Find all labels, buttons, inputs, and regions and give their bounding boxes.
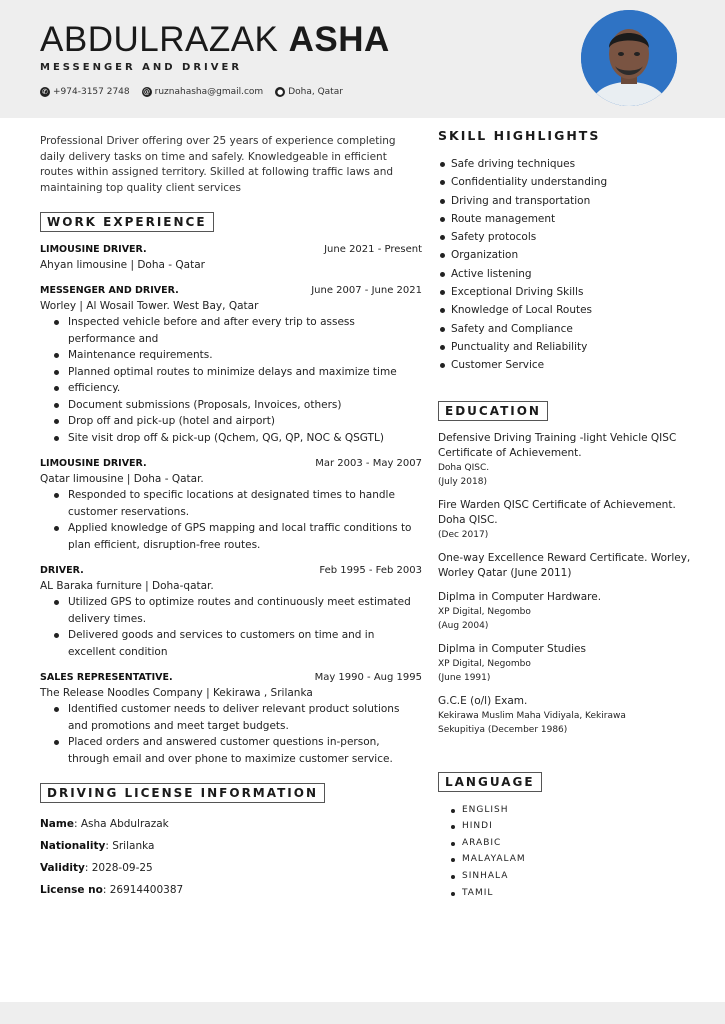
education-detail: (Dec 2017) <box>438 529 489 540</box>
contact-email[interactable] <box>142 87 264 97</box>
education-item <box>438 590 698 633</box>
education-item <box>438 431 698 489</box>
phone-text: +974-3157 2748 <box>53 87 130 97</box>
skill-item: Customer Service <box>451 356 698 374</box>
location-icon: ● <box>277 88 284 96</box>
job-company: Ahyan limousine | Doha - Qatar <box>40 259 205 271</box>
license-value: : Srilanka <box>105 840 155 852</box>
phone-icon: ✆ <box>40 87 50 97</box>
job-bullet: Identified customer needs to deliver relevant product solutions and promotions and meet target budgets. <box>68 701 422 734</box>
professional-summary: Professional Driver offering over 25 years of experience completing daily delivery tasks on time and safely. Knowledgeable in efficient routes within assigned territory. Skilled at following traffic laws and maintaining top quality client services <box>40 135 396 194</box>
email-icon: @ <box>143 88 151 96</box>
driving-license-info <box>40 813 422 901</box>
job-header <box>40 670 422 685</box>
job-bullet: Document submissions (Proposals, Invoices, others) <box>68 397 422 414</box>
education-title: Diplma in Computer Studies <box>438 642 586 655</box>
contact-phone <box>40 87 130 97</box>
education-title: One-way Excellence Reward Certificate. Worley, Worley Qatar (June 2011) <box>438 551 691 579</box>
education-detail: (July 2018) <box>438 476 487 487</box>
language-item: SINHALA <box>462 868 698 885</box>
skill-highlights-heading: SKILL HIGHLIGHTS <box>438 128 601 143</box>
license-label: Validity <box>40 862 85 874</box>
job-bullet-list <box>40 314 422 446</box>
job-date: June 2021 - Present <box>324 244 422 255</box>
job-bullet: Site visit drop off & pick-up (Qchem, QG, QP, NOC & QSGTL) <box>68 430 422 447</box>
job-bullet-list <box>40 701 422 767</box>
skill-item: Organization <box>451 246 698 264</box>
license-value: : 26914400387 <box>102 884 184 896</box>
education-detail: Sekupitiya (December 1986) <box>438 724 568 735</box>
license-row <box>40 835 422 857</box>
work-experience-list <box>40 242 422 767</box>
skill-item: Safety protocols <box>451 228 698 246</box>
language-list <box>438 802 698 902</box>
language-item: TAMIL <box>462 885 698 902</box>
contact-row <box>40 87 343 97</box>
job-entry <box>40 456 422 553</box>
job-company: Worley | Al Wosail Tower. West Bay, Qatar <box>40 300 259 312</box>
job-entry <box>40 670 422 767</box>
skill-item: Safety and Compliance <box>451 320 698 338</box>
skill-item: Active listening <box>451 265 698 283</box>
contact-location <box>275 87 343 97</box>
job-date: Feb 1995 - Feb 2003 <box>319 565 422 576</box>
education-list <box>438 431 698 737</box>
education-detail: (June 1991) <box>438 672 491 683</box>
job-company: AL Baraka furniture | Doha-qatar. <box>40 580 214 592</box>
first-name: ABDULRAZAK <box>40 20 279 59</box>
job-bullet: Inspected vehicle before and after every trip to assess performance and <box>68 314 422 347</box>
license-value: : 2028-09-25 <box>84 862 153 874</box>
education-item <box>438 694 698 737</box>
last-name: ASHA <box>288 20 390 59</box>
job-bullet: Maintenance requirements. <box>68 347 422 364</box>
education-item <box>438 551 698 581</box>
education-title: Defensive Driving Training -light Vehicle QISC Certificate of Achievement. <box>438 431 677 459</box>
license-row <box>40 879 422 901</box>
location-text: Doha, Qatar <box>288 87 343 97</box>
job-bullet: Delivered goods and services to customers on time and in excellent condition <box>68 627 422 660</box>
resume-header <box>0 0 725 118</box>
skill-item: Safe driving techniques <box>451 155 698 173</box>
license-label: Name <box>40 818 74 830</box>
job-entry <box>40 563 422 660</box>
main-column <box>40 134 422 901</box>
job-date: June 2007 - June 2021 <box>311 285 422 296</box>
education-detail: XP Digital, Negombo <box>438 658 531 669</box>
skill-item: Route management <box>451 210 698 228</box>
license-row <box>40 813 422 835</box>
education-item <box>438 498 698 542</box>
education-detail: Kekirawa Muslim Maha Vidiyala, Kekirawa <box>438 710 626 721</box>
side-column <box>438 128 698 901</box>
license-label: Nationality <box>40 840 106 852</box>
skill-list <box>438 155 698 375</box>
profile-photo-illustration <box>581 10 677 106</box>
job-header <box>40 563 422 578</box>
job-header <box>40 242 422 257</box>
education-title: G.C.E (o/l) Exam. <box>438 694 528 707</box>
education-detail: (Aug 2004) <box>438 620 489 631</box>
job-header <box>40 283 422 298</box>
work-experience-heading: WORK EXPERIENCE <box>40 212 214 232</box>
job-date: Mar 2003 - May 2007 <box>315 458 422 469</box>
job-title: MESSENGER AND DRIVER. <box>40 285 179 296</box>
skill-item: Exceptional Driving Skills <box>451 283 698 301</box>
job-title-subtitle: MESSENGER AND DRIVER <box>40 62 243 73</box>
education-title: Fire Warden QISC Certificate of Achievement. Doha QISC. <box>438 498 676 526</box>
language-item: ARABIC <box>462 835 698 852</box>
job-title: LIMOUSINE DRIVER. <box>40 458 147 469</box>
license-value: : Asha Abdulrazak <box>73 818 169 830</box>
job-bullet-list <box>40 594 422 660</box>
language-item: HINDI <box>462 818 698 835</box>
skill-item: Driving and transportation <box>451 192 698 210</box>
job-bullet: Utilized GPS to optimize routes and continuously meet estimated delivery times. <box>68 594 422 627</box>
language-item: MALAYALAM <box>462 851 698 868</box>
education-title: Diplma in Computer Hardware. <box>438 590 602 603</box>
job-company: Qatar limousine | Doha - Qatar. <box>40 473 204 485</box>
education-item <box>438 642 698 685</box>
language-heading: LANGUAGE <box>438 772 542 792</box>
license-label: License no <box>40 884 103 896</box>
education-detail: XP Digital, Negombo <box>438 606 531 617</box>
education-heading: EDUCATION <box>438 401 548 421</box>
profile-photo <box>581 10 677 106</box>
job-entry <box>40 242 422 273</box>
job-bullet: Applied knowledge of GPS mapping and local traffic conditions to plan efficient, disruption-free routes. <box>68 520 422 553</box>
job-title: SALES REPRESENTATIVE. <box>40 672 173 683</box>
job-bullet-list <box>40 487 422 553</box>
driving-license-heading: DRIVING LICENSE INFORMATION <box>40 783 325 803</box>
job-entry <box>40 283 422 446</box>
footer-band <box>0 1002 725 1024</box>
job-bullet: Drop off and pick-up (hotel and airport) <box>68 413 422 430</box>
skill-item: Knowledge of Local Routes <box>451 301 698 319</box>
job-header <box>40 456 422 471</box>
email-text: ruznahasha@gmail.com <box>154 87 264 97</box>
skill-item: Punctuality and Reliability <box>451 338 698 356</box>
job-bullet: Planned optimal routes to minimize delays and maximize time <box>68 364 422 381</box>
license-row <box>40 857 422 879</box>
job-bullet: Placed orders and answered customer questions in-person, through email and over phone to maximize customer service. <box>68 734 422 767</box>
job-bullet: efficiency. <box>68 380 422 397</box>
job-bullet: Responded to specific locations at designated times to handle customer reservations. <box>68 487 422 520</box>
job-date: May 1990 - Aug 1995 <box>314 672 422 683</box>
job-title: LIMOUSINE DRIVER. <box>40 244 147 255</box>
person-name <box>40 20 390 60</box>
job-company: The Release Noodles Company | Kekirawa , Srilanka <box>40 687 313 699</box>
language-item: ENGLISH <box>462 802 698 819</box>
job-title: DRIVER. <box>40 565 84 576</box>
skill-item: Confidentiality understanding <box>451 173 698 191</box>
education-detail: Doha QISC. <box>438 462 490 473</box>
